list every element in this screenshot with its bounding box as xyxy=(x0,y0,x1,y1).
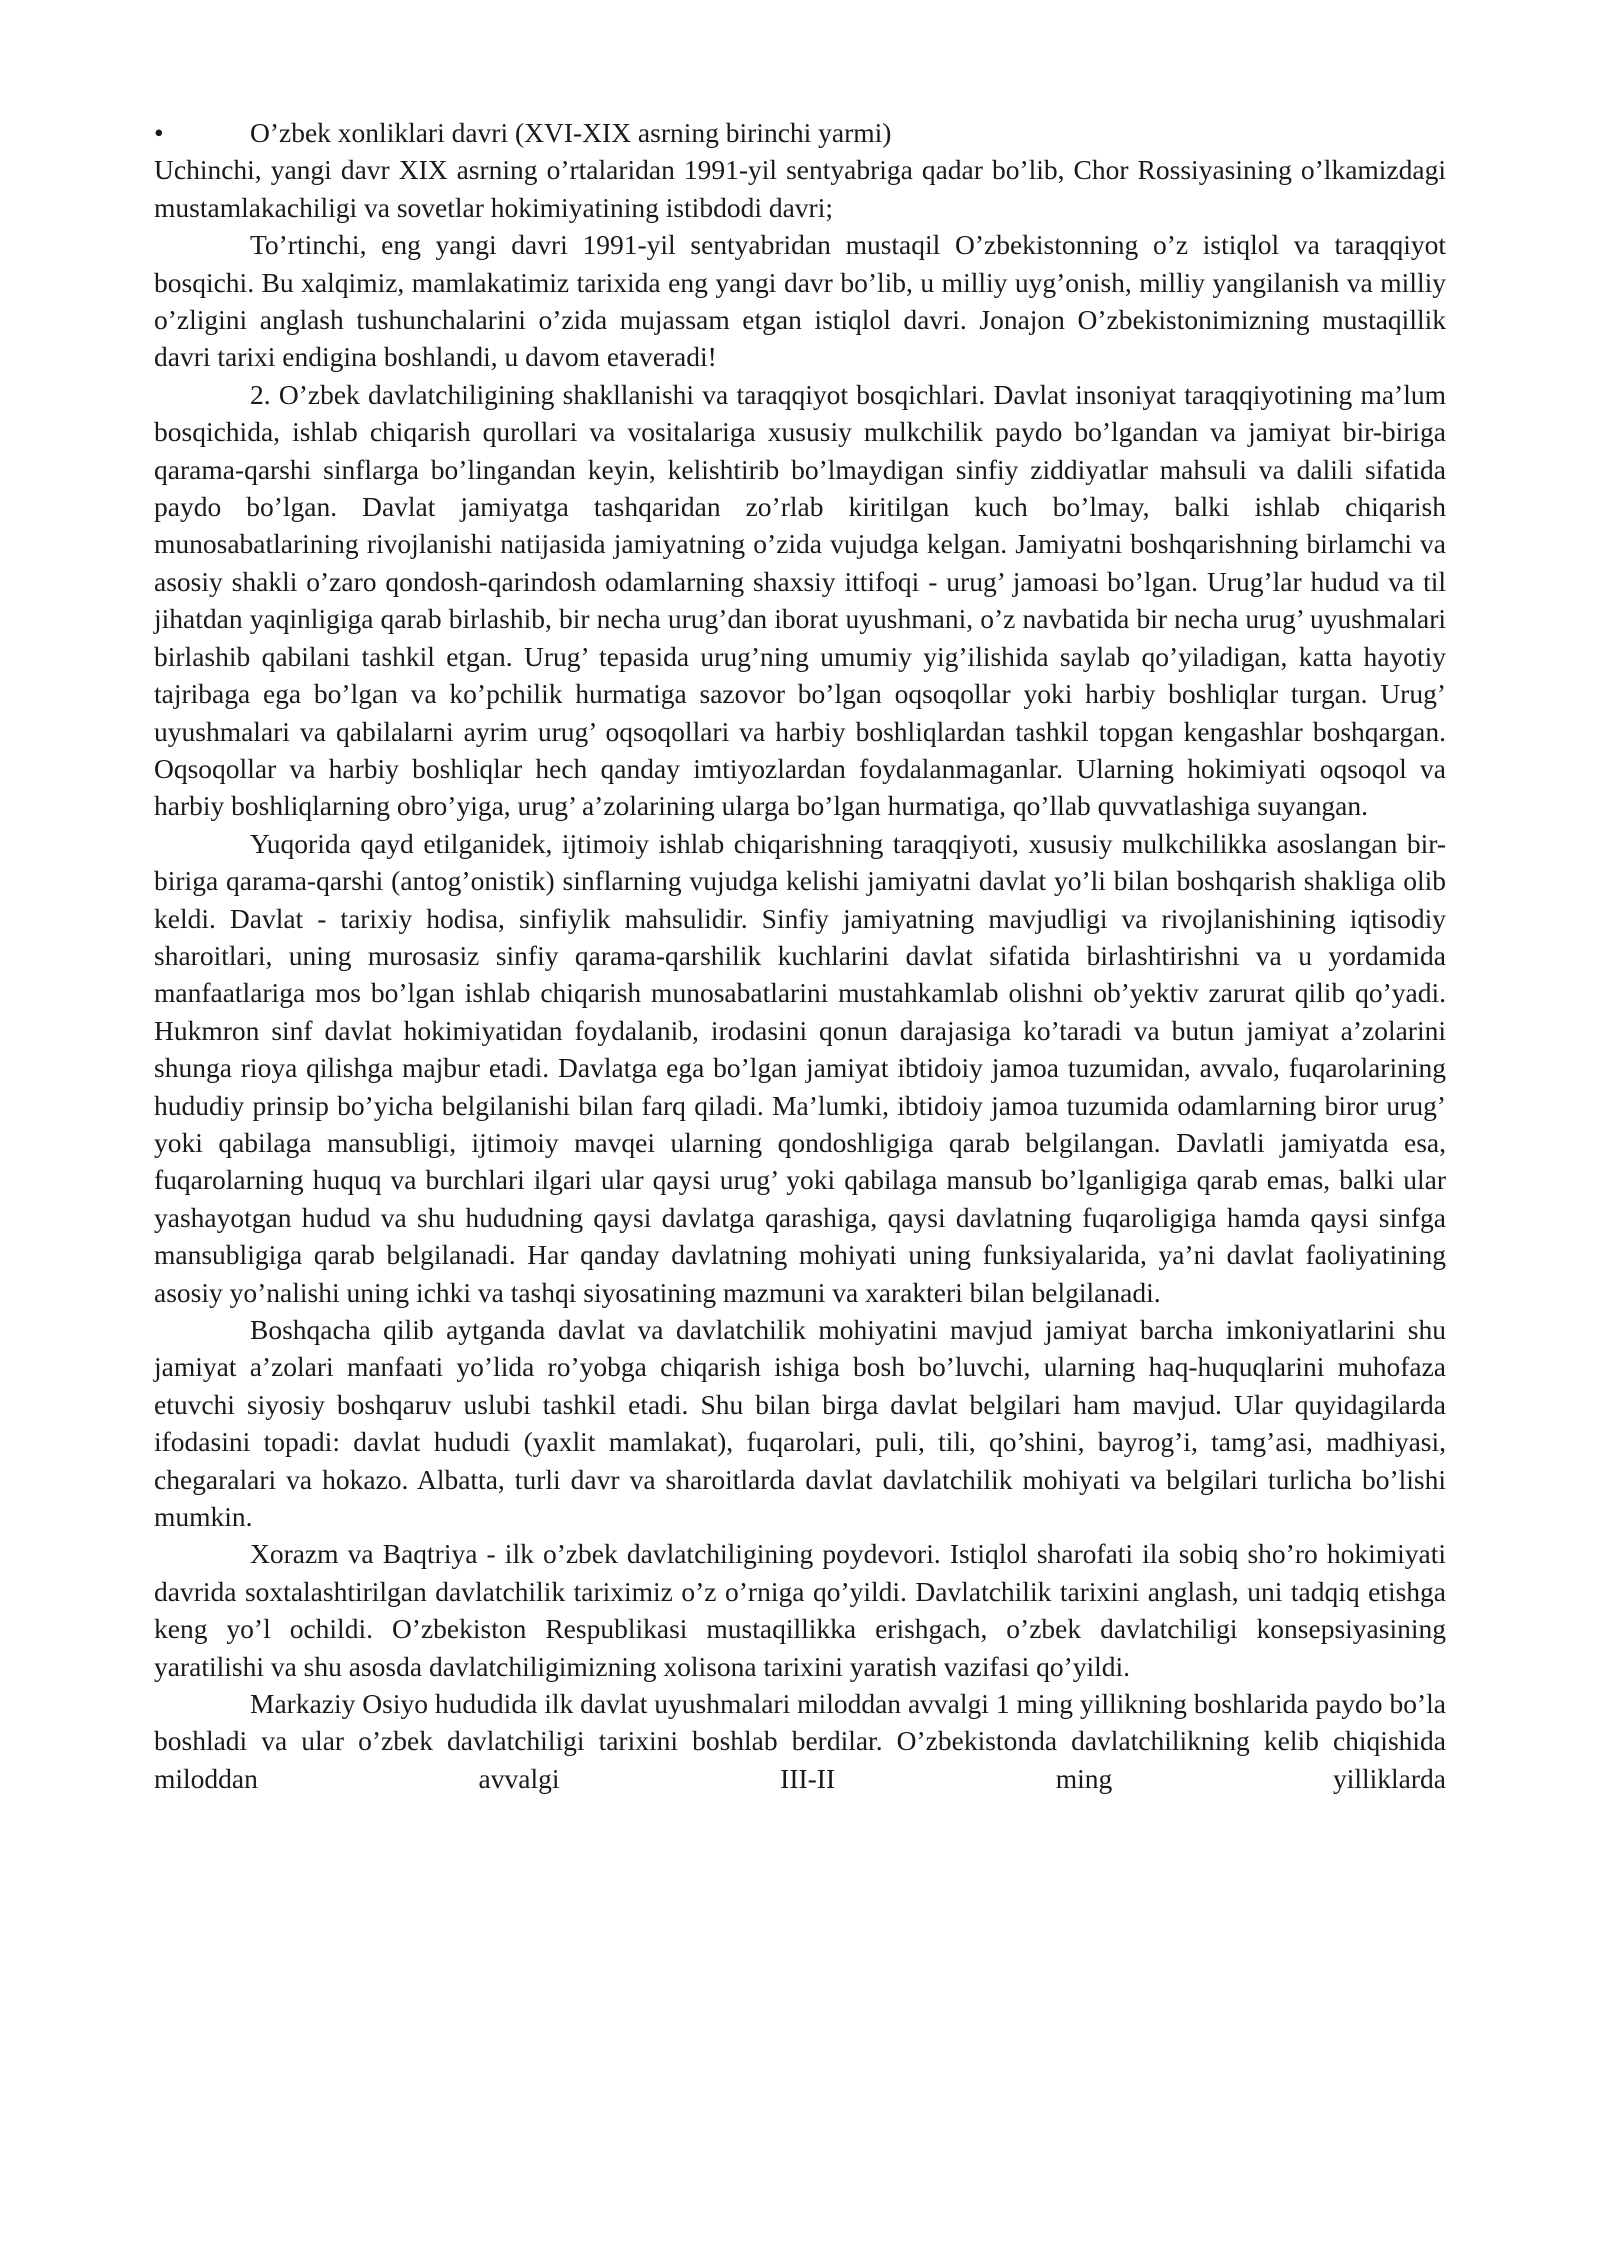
paragraph-state-essence: Boshqacha qilib aytganda davlat va davlatchilik mohiyatini mavjud jamiyat barcha imkoniyatlarini shu jamiyat a’zolari manfaati yo’lida ro’yobga chiqarish ishiga bosh bo’luvchi, ularning haq-huquqlarini muhofaza etuvchi siyosiy boshqaruv uslubi tashkil etadi. Shu bilan birga davlat belgilari ham mavjud. Ular quyidagilarda ifodasini topadi: davlat hududi (yaxlit mamlakat), fuqarolari, puli, tili, qo’shini, bayrog’i, tamg’asi, madhiyasi, chegaralari va hokazo. Albatta, turli davr va sharoitlarda davlat davlatchilik mohiyati va belgilari turlicha bo’lishi mumkin. xyxy=(154,1314,1446,1533)
paragraph-statehood-formation: 2. O’zbek davlatchiligining shakllanishi va taraqqiyot bosqichlari. Davlat insoniyat taraqqiyotining ma’lum bosqichida, ishlab chiqarish qurollari va vositalariga xususiy mulkchilik paydo bo’lgandan va jamiyat bir-biriga qarama-qarshi sinflarga bo’lingandan keyin, kelishtirib bo’lmaydigan sinfiy ziddiyatlar mahsuli va dalili sifatida paydo bo’lgan. Davlat jamiyatga tashqaridan zo’rlab kiritilgan kuch bo’lmay, balki ishlab chiqarish munosabatlarining rivojlanishi natijasida jamiyatning o’zida vujudga kelgan. Jamiyatni boshqarishning birlamchi va asosiy shakli o’zaro qondosh-qarindosh odamlarning shaxsiy ittifoqi - urug’ jamoasi bo’lgan. Urug’lar hudud va til jihatdan yaqinligiga qarab birlashib, bir necha urug’dan iborat uyushmani, o’z navbatida bir necha urug’ uyushmalari birlashib qabilani tashkil etgan. Urug’ tepasida urug’ning umumiy yig’ilishida saylab qo’yiladigan, katta hayotiy tajribaga ega bo’lgan va ko’pchilik hurmatiga sazovor bo’lgan oqsoqollar yoki harbiy boshliqlar turgan. Urug’ uyushmalari va qabilalarni ayrim urug’ oqsoqollari va harbiy boshliqlardan tashkil topgan kengashlar boshqargan. Oqsoqollar va harbiy boshliqlar hech qanday imtiyozlardan foydalanmaganlar. Ularning hokimiyati oqsoqol va harbiy boshliqlarning obro’yiga, urug’ a’zolarining ularga bo’lgan hurmatiga, qo’llab quvvatlashiga suyangan. xyxy=(154,378,1446,822)
bullet-glyph: • xyxy=(154,117,164,148)
paragraph-state-emergence: Yuqorida qayd etilganidek, ijtimoiy ishlab chiqarishning taraqqiyoti, xususiy mulkchilikka asoslangan bir-biriga qarama-qarshi (antog’onistik) sinflarning vujudga kelishi jamiyatni davlat yo’li bilan boshqarish shakliga olib keldi. Davlat - tarixiy hodisa, sinfiylik mahsulidir. Sinfiy jamiyatning mavjudligi va rivojlanishining iqtisodiy sharoitlari, uning murosasiz sinfiy qarama-qarshilik kuchlarini davlat sifatida birlashtirishni va u yordamida manfaatlariga mos bo’lgan ishlab chiqarish munosabatlarini mustahkamlab olishni ob’yektiv zarurat qilib qo’yadi. Hukmron sinf davlat hokimiyatidan foydalanib, irodasini qonun darajasiga ko’taradi va butun jamiyat a’zolarini shunga rioya qilishga majbur etadi. Davlatga ega bo’lgan jamiyat ibtidoiy jamoa tuzumidan, avvalo, fuqarolarining hududiy prinsip bo’yicha belgilanishi bilan farq qiladi. Ma’lumki, ibtidoiy jamoa tuzumida odamlarning biror urug’ yoki qabilaga mansubligi, ijtimoiy mavqei ularning qondoshligiga qarab belgilangan. Davlatli jamiyatda esa, fuqarolarning huquq va burchlari ilgari ular qaysi urug’ yoki qabilaga mansub bo’lganligiga qarab emas, balki ular yashayotgan hudud va shu hududning qaysi davlatga qarashiga, qaysi davlatning fuqaroligiga hamda qaysi sinfga mansubligiga qarab belgilanadi. Har qanday davlatning mohiyati uning funksiyalarida, ya’ni davlat faoliyatining asosiy yo’nalishi uning ichki va tashqi siyosatining mazmuni va xarakteri bilan belgilanadi. xyxy=(154,827,1446,1308)
document-page xyxy=(154,114,1446,1797)
bullet-item xyxy=(154,114,1446,151)
bullet-text: O’zbek xonliklari davri (XVI-XIX asrning birinchi yarmi) xyxy=(250,117,892,148)
paragraph-central-asia: Markaziy Osiyo hududida ilk davlat uyushmalari miloddan avvalgi 1 ming yillikning boshlarida paydo bo’la boshladi va ular o’zbek davlatchiligi tarixini boshlab berdilar. O’zbekistonda davlatchilikning kelib chiqishida miloddan avvalgi III-II ming yilliklarda xyxy=(154,1688,1446,1794)
paragraph-third-period: Uchinchi, yangi davr XIX asrning o’rtalaridan 1991-yil sentyabriga qadar bo’lib, Chor Rossiyasining o’lkamizdagi mustamlakachiligi va sovetlar hokimiyatining istibdodi davri; xyxy=(154,154,1446,223)
paragraph-khorezm-bactria: Xorazm va Baqtriya - ilk o’zbek davlatchiligining poydevori. Istiqlol sharofati ila sobiq sho’ro hokimiyati davrida soxtalashtirilgan davlatchilik tariximiz o’z o’rniga qo’yildi. Davlatchilik tarixini anglash, uni tadqiq etishga keng yo’l ochildi. O’zbekiston Respublikasi mustaqillikka erishgach, o’zbek davlatchiligi konsepsiyasining yaratilishi va shu asosda davlatchiligimizning xolisona tarixini yaratish vazifasi qo’yildi. xyxy=(154,1538,1446,1682)
paragraph-fourth-period: To’rtinchi, eng yangi davri 1991-yil sentyabridan mustaqil O’zbekistonning o’z istiqlol va taraqqiyot bosqichi. Bu xalqimiz, mamlakatimiz tarixida eng yangi davr bo’lib, u milliy uyg’onish, milliy yangilanish va milliy o’zligini anglash tushunchalarini o’zida mujassam etgan istiqlol davri. Jonajon O’zbekistonimizning mustaqillik davri tarixi endigina boshlandi, u davom etaveradi! xyxy=(154,229,1446,373)
